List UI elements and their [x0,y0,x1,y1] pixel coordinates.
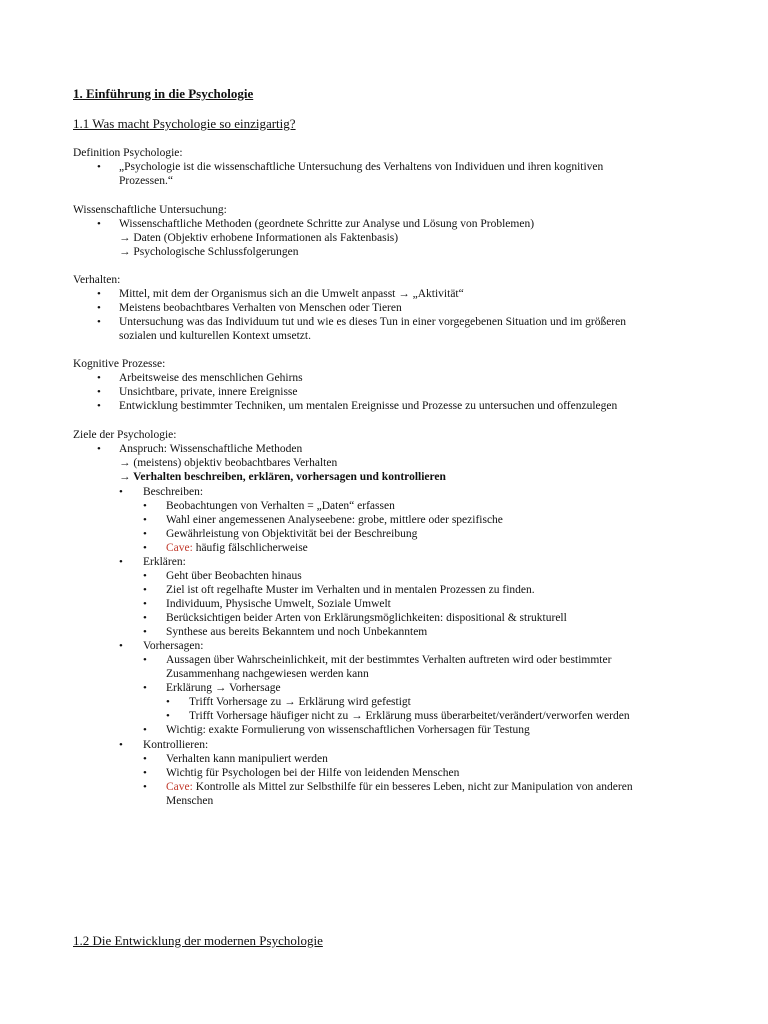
heading-section-1-1: 1.1 Was macht Psychologie so einzigartig? [73,116,296,131]
cave-label: Cave: [166,781,193,793]
bullet-icon: • [143,514,147,526]
erklaeren-label: Erklären: [143,556,186,568]
beschreiben-item: Gewährleistung von Objektivität bei der Beschreibung [166,528,418,540]
bullet-icon: • [143,753,147,765]
bullet-icon: • [143,598,147,610]
vorhersagen-item: Erklärung → Vorhersage [166,682,281,694]
bullet-icon: • [97,372,101,384]
definition-text-cont: Prozessen.“ [119,175,173,187]
beschreiben-item-cave [166,541,308,555]
bullet-icon: • [143,682,147,694]
vorhersagen-subitem: Trifft Vorhersage zu → Erklärung wird gefestigt [189,696,411,708]
beschreiben-item: Beobachtungen von Verhalten = „Daten“ erfassen [166,500,395,512]
ziele-label: Ziele der Psychologie: [73,429,177,441]
kontrollieren-item-cave [166,780,633,794]
bullet-icon: • [143,570,147,582]
ziele-arrow-goals: → Verhalten beschreiben, erklären, vorhersagen und kontrollieren [119,471,446,483]
verhalten-label: Verhalten: [73,274,121,286]
bullet-icon: • [143,584,147,596]
bullet-icon: • [119,486,123,498]
ziele-item: Anspruch: Wissenschaftliche Methoden [119,443,303,455]
vorhersagen-item: Aussagen über Wahrscheinlichkeit, mit der bestimmtes Verhalten auftreten wird oder bestimmter [166,654,612,666]
bullet-icon: • [143,500,147,512]
bullet-icon: • [119,556,123,568]
vorhersagen-subitem: Trifft Vorhersage häufiger nicht zu → Erklärung muss überarbeitet/verändert/verworfen werden [189,710,630,722]
verhalten-item: Mittel, mit dem der Organismus sich an die Umwelt anpasst → „Aktivität“ [119,288,464,300]
bullet-icon: • [119,640,123,652]
wiss-item: Wissenschaftliche Methoden (geordnete Schritte zur Analyse und Lösung von Problemen) [119,218,535,230]
bullet-icon: • [143,781,147,793]
erklaeren-item: Individuum, Physische Umwelt, Soziale Umwelt [166,598,391,610]
bullet-icon: • [143,528,147,540]
erklaeren-item: Synthese aus bereits Bekanntem und noch Unbekanntem [166,626,428,638]
vorhersagen-item: Wichtig: exakte Formulierung von wissenschaftlichen Vorhersagen für Testung [166,724,530,736]
bullet-icon: • [97,161,101,173]
bullet-icon: • [119,739,123,751]
wiss-arrow-conclusions: → Psychologische Schlussfolgerungen [119,246,299,258]
bullet-icon: • [97,302,101,314]
verhalten-item: Untersuchung was das Individuum tut und wie es dieses Tun in einer vorgegebenen Situation und im größeren [119,316,626,328]
erklaeren-item: Geht über Beobachten hinaus [166,570,302,582]
bullet-icon: • [143,626,147,638]
kognitive-label: Kognitive Prozesse: [73,358,166,370]
cave-label: Cave: [166,542,193,554]
definition-text: „Psychologie ist die wissenschaftliche Untersuchung des Verhaltens von Individuen und ihren kognitiven [119,161,604,173]
kontrollieren-item: Verhalten kann manipuliert werden [166,753,328,765]
kontrollieren-item-cont: Menschen [166,795,214,807]
bullet-icon: • [143,612,147,624]
cave-text: häufig fälschlicherweise [192,542,308,554]
bullet-icon: • [97,443,101,455]
vorhersagen-label: Vorhersagen: [143,640,204,652]
bullet-icon: • [97,400,101,412]
verhalten-item: Meistens beobachtbares Verhalten von Menschen oder Tieren [119,302,402,314]
heading-section-1-2: 1.2 Die Entwicklung der modernen Psychologie [73,933,323,948]
bullet-icon: • [97,288,101,300]
vorhersagen-item-cont: Zusammenhang nachgewiesen werden kann [166,668,369,680]
erklaeren-item: Berücksichtigen beider Arten von Erklärungsmöglichkeiten: dispositional & strukturell [166,612,567,624]
bullet-icon: • [97,386,101,398]
wiss-label: Wissenschaftliche Untersuchung: [73,204,227,216]
ziele-arrow-observable: → (meistens) objektiv beobachtbares Verhalten [119,457,338,469]
kontrollieren-label: Kontrollieren: [143,739,209,751]
bullet-icon: • [143,542,147,554]
kontrollieren-item: Wichtig für Psychologen bei der Hilfe von leidenden Menschen [166,767,460,779]
beschreiben-item: Wahl einer angemessenen Analyseebene: grobe, mittlere oder spezifische [166,514,503,526]
erklaeren-item: Ziel ist oft regelhafte Muster im Verhalten und in mentalen Prozessen zu finden. [166,584,535,596]
bullet-icon: • [143,767,147,779]
bullet-icon: • [166,696,170,708]
heading-chapter-1: 1. Einführung in die Psychologie [73,86,254,101]
bullet-icon: • [143,654,147,666]
kognitive-item: Entwicklung bestimmter Techniken, um mentalen Ereignisse und Prozesse zu untersuchen und offenzulegen [119,400,618,412]
bullet-icon: • [97,316,101,328]
bullet-icon: • [143,724,147,736]
kognitive-item: Unsichtbare, private, innere Ereignisse [119,386,298,398]
kognitive-item: Arbeitsweise des menschlichen Gehirns [119,372,303,384]
bullet-icon: • [166,710,170,722]
definition-label: Definition Psychologie: [73,147,183,159]
cave-text: Kontrolle als Mittel zur Selbsthilfe für ein besseres Leben, nicht zur Manipulation von anderen [192,781,633,793]
wiss-arrow-data: → Daten (Objektiv erhobene Informationen als Faktenbasis) [119,232,399,244]
beschreiben-label: Beschreiben: [143,486,204,498]
bullet-icon: • [97,218,101,230]
verhalten-item-cont: sozialen und kulturellen Kontext umsetzt. [119,330,311,342]
